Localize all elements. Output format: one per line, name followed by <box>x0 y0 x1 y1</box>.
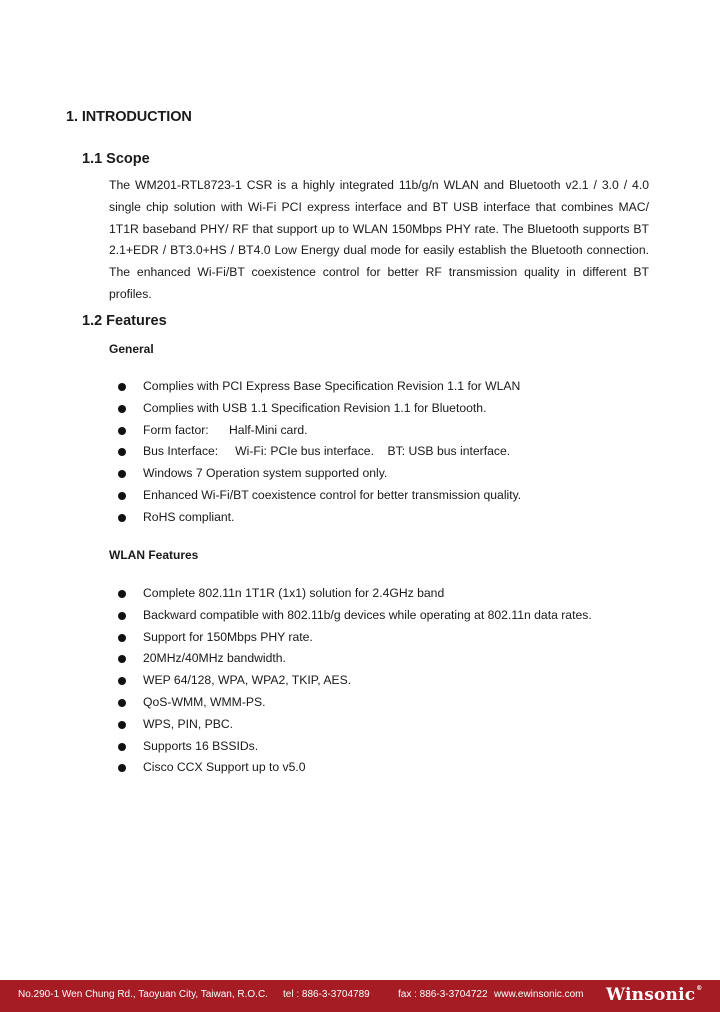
scope-paragraph: The WM201-RTL8723-1 CSR is a highly integrated 11b/g/n WLAN and Bluetooth v2.1 / 3.0 / 4.0 single chip solution with Wi-Fi PCI express interface and BT USB interface that combines MAC/ 1T1R baseband PHY/ RF that support up to WLAN 150Mbps PHY rate. The Bluetooth supports BT 2.1+EDR / BT3.0+HS / BT4.0 Low Energy dual mode for easily establish the Bluetooth connection. The enhanced Wi-Fi/BT coexistence control for better RF transmission quality in different BT profiles. <box>109 178 649 301</box>
footer-address: No.290-1 Wen Chung Rd., Taoyuan City, Taiwan, R.O.C. <box>18 989 268 1000</box>
list-item <box>0 441 521 463</box>
list-item-text: QoS-WMM, WMM-PS. <box>143 694 266 709</box>
footer-tel: tel : 886-3-3704789 <box>283 989 370 1000</box>
list-item-text: Bus Interface: Wi-Fi: PCIe bus interface. BT: USB bus interface. <box>143 444 511 459</box>
list-item-text: Supports 16 BSSIDs. <box>143 738 259 753</box>
list-item-text: Complies with USB 1.1 Specification Revision 1.1 for Bluetooth. <box>143 400 487 415</box>
list-item-text: WEP 64/128, WPA, WPA2, TKIP, AES. <box>143 673 352 688</box>
winsonic-logo <box>606 985 703 1005</box>
list-item <box>0 627 592 649</box>
bullet-icon <box>118 743 126 751</box>
bullet-icon <box>118 721 126 729</box>
list-item <box>0 485 521 507</box>
list-item-text: Backward compatible with 802.11b/g devices while operating at 802.11n data rates. <box>143 607 592 622</box>
list-item <box>0 605 592 627</box>
list-item <box>0 757 592 779</box>
bullet-icon <box>118 612 126 620</box>
bullet-icon <box>118 590 126 598</box>
list-item <box>0 714 592 736</box>
wlan-subheading: WLAN Features <box>109 548 199 562</box>
list-item-text: Cisco CCX Support up to v5.0 <box>143 760 306 775</box>
bullet-icon <box>118 634 126 642</box>
list-item-text: Enhanced Wi-Fi/BT coexistence control for better transmission quality. <box>143 487 522 502</box>
bullet-icon <box>118 677 126 685</box>
logo-text: Winsonic <box>606 985 696 1005</box>
bullet-icon <box>118 699 126 707</box>
bullet-icon <box>118 655 126 663</box>
list-item <box>0 648 592 670</box>
list-item-text: Windows 7 Operation system supported only. <box>143 466 388 481</box>
list-item-text: WPS, PIN, PBC. <box>143 716 234 731</box>
list-item <box>0 583 592 605</box>
bullet-icon <box>118 427 126 435</box>
list-item-text: Complies with PCI Express Base Specification Revision 1.1 for WLAN <box>143 379 521 393</box>
list-item <box>0 463 521 485</box>
bullet-icon <box>118 383 126 391</box>
footer-website-link[interactable]: www.ewinsonic.com <box>494 989 584 1000</box>
list-item-text: 20MHz/40MHz bandwidth. <box>143 651 286 666</box>
bullet-icon <box>118 470 126 478</box>
scope-heading: 1.1 Scope <box>82 151 150 167</box>
list-item <box>0 376 521 398</box>
list-item-text: Support for 150Mbps PHY rate. <box>143 629 313 644</box>
registered-mark: ® <box>696 985 703 992</box>
list-item <box>0 692 592 714</box>
list-item-text: RoHS compliant. <box>143 509 235 524</box>
bullet-icon <box>118 492 126 500</box>
list-item-text: Form factor: Half-Mini card. <box>143 422 308 437</box>
footer-fax: fax : 886-3-3704722 <box>398 989 488 1000</box>
list-item <box>0 398 521 420</box>
list-item <box>0 736 592 758</box>
wlan-feature-list <box>0 583 592 779</box>
page-footer <box>0 980 720 1012</box>
list-item <box>0 670 592 692</box>
bullet-icon <box>118 764 126 772</box>
section-title: 1. INTRODUCTION <box>66 109 192 125</box>
general-subheading: General <box>109 342 154 356</box>
bullet-icon <box>118 405 126 413</box>
list-item-text: Complete 802.11n 1T1R (1x1) solution for 2.4GHz band <box>143 586 445 600</box>
general-feature-list <box>0 376 521 529</box>
list-item <box>0 507 521 529</box>
list-item <box>0 420 521 442</box>
bullet-icon <box>118 514 126 522</box>
bullet-icon <box>118 448 126 456</box>
features-heading: 1.2 Features <box>82 313 167 329</box>
